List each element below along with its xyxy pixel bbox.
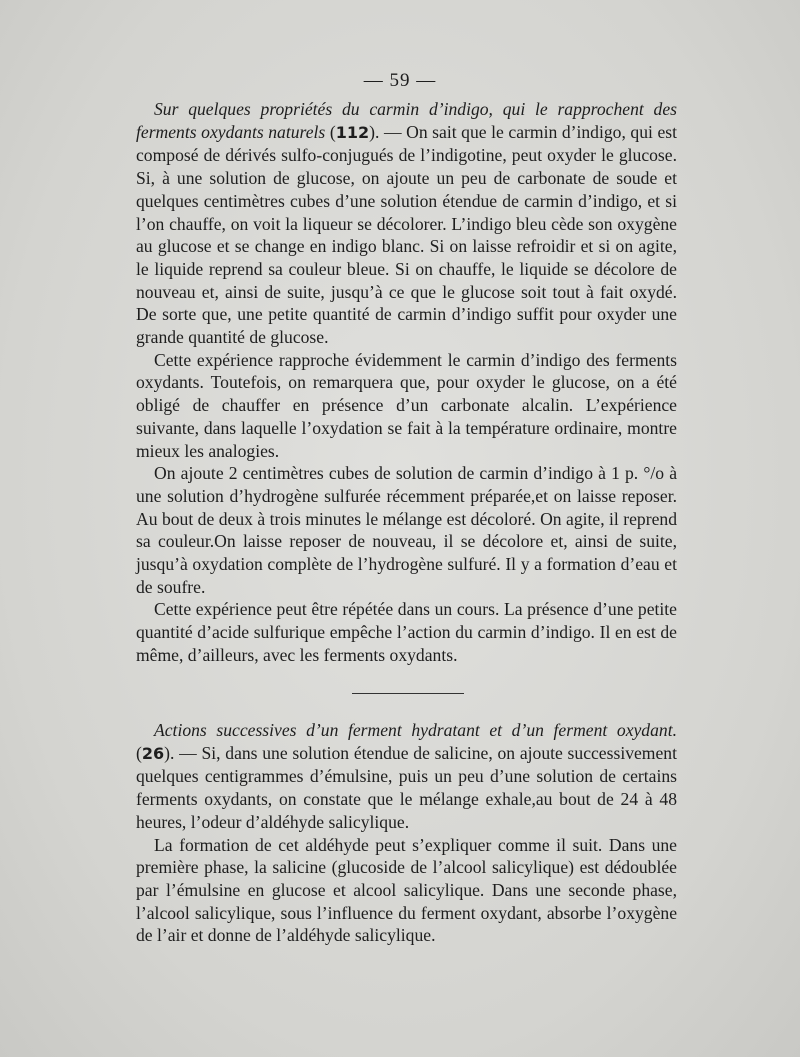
reference-open: ( — [136, 742, 142, 763]
section-intro-paragraph — [136, 98, 677, 349]
paragraph-text: — Si, dans une solution étendue de salicine, on ajoute successivement quelques centigrammes d’émulsine, puis un peu d’une solution de certains ferments oxydants, on constate que le mélange exhale,au bout de 24 à 48 heures, l’odeur d’aldéhyde salicylique. — [136, 742, 677, 832]
section-title: Actions successives d’un ferment hydratant et d’un ferment oxydant. — [154, 720, 677, 740]
reference-open: ( — [325, 121, 336, 142]
reference-number: 26 — [141, 743, 165, 763]
reference-close: ). — [164, 742, 175, 763]
section-ferments-successifs — [136, 719, 677, 947]
paragraph: On ajoute 2 centimètres cubes de solution de carmin d’indigo à 1 p. °/o à une solution d’hydrogène sulfurée récemment préparée,et on laisse reposer. Au bout de deux à trois minutes le mélange est décoloré. On agite, il reprend sa couleur.On laisse reposer de nouveau, il se décolore et, ainsi de suite, jusqu’à oxydation complète de l’hydrogène sulfuré. Il y a formation d’eau et de soufre. — [136, 463, 677, 597]
section-carmin-indigo — [136, 98, 677, 667]
section-intro-paragraph — [136, 719, 677, 834]
paragraph: Cette expérience peut être répétée dans un cours. La présence d’une petite quantité d’acide sulfurique empêche l’action du carmin d’indigo. Il en est de même, d’ailleurs, avec les ferments oxydants. — [136, 599, 677, 665]
paragraph-text: — On sait que le carmin d’indigo, qui est composé de dérivés sulfo-conjugués de l’indigotine, peut oxyder le glucose. Si, à une solution de glucose, on ajoute un peu de carbonate de soude et quelques centimètres cubes d’une solution étendue de carmin d’indigo, et si l’on chauffe, on voit la liqueur se décolorer. L’indigo bleu cède son oxygène au glucose et se change en indigo blanc. Si on laisse refroidir et si on agite, le liquide reprend sa couleur bleue. Si on chauffe, le liquide se décolore de nouveau et, ainsi de suite, jusqu’à ce que le glucose soit tout à fait oxydé. De sorte que, une petite quantité de carmin d’indigo suffit pour oxyder une grande quantité de glucose. — [136, 121, 677, 348]
section-title: Sur quelques propriétés du carmin d’indigo, qui le rapprochent des ferments oxydants naturels — [136, 99, 677, 142]
reference-number: 112 — [335, 122, 370, 142]
paragraph: Cette expérience rapproche évidemment le carmin d’indigo des ferments oxydants. Toutefois, on remarquera que, pour oxyder le glucose, on a été obligé de chauffer en présence d’un carbonate alcalin. L’expérience suivante, dans laquelle l’oxydation se fait à la température ordinaire, montre mieux les analogies. — [136, 349, 677, 461]
page-number: — 59 — — [363, 70, 437, 91]
reference-close: ). — [369, 121, 380, 142]
paragraph: La formation de cet aldéhyde peut s’expliquer comme il suit. Dans une première phase, la salicine (glucoside de l’alcool salicylique) est dédoublée par l’émulsine en glucose et alcool salicylique. Dans une seconde phase, l’alcool salicylique, sous l’influence du ferment oxydant, absorbe l’oxygène de l’air et donne de l’aldéhyde salicylique. — [136, 834, 677, 946]
section-divider — [352, 693, 464, 694]
